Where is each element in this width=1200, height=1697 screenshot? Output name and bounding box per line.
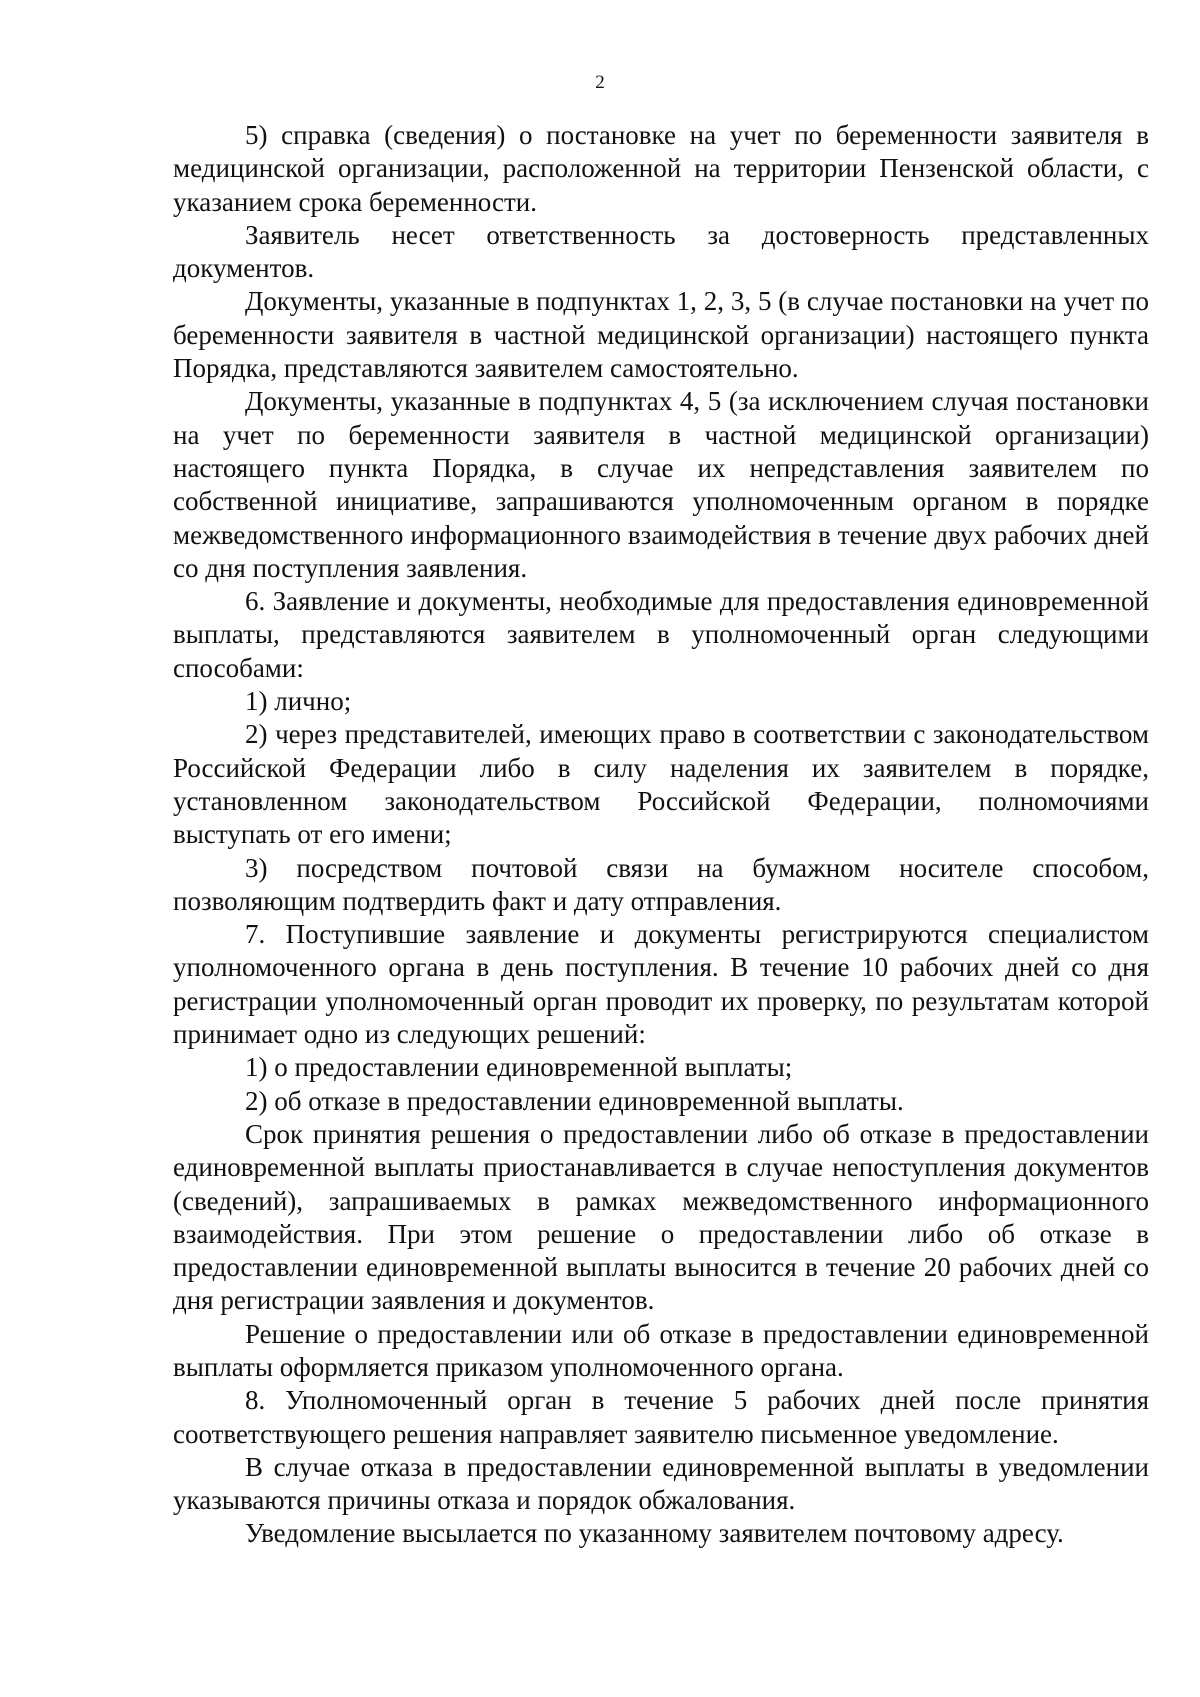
paragraph: Решение о предоставлении или об отказе в предоставлении единовременной выплаты оформляется приказом уполномоченного органа. [173,1318,1149,1382]
paragraph: Срок принятия решения о предоставлении либо об отказе в предоставлении единовременной выплаты приостанавливается в случае непоступления документов (сведений), запрашиваемых в рамках межведомственного информационного взаимодействия. При этом решение о предоставлении либо об отказе в предоставлении единовременной выплаты выносится в течение 20 рабочих дней со дня регистрации заявления и документов. [173,1118,1149,1316]
list-item: 3) посредством почтовой связи на бумажном носителе способом, позволяющим подтвердить факт и дату отправления. [173,852,1149,916]
paragraph: Документы, указанные в подпунктах 1, 2, 3, 5 (в случае постановки на учет по беременности заявителя в частной медицинской организации) настоящего пункта Порядка, представляются заявителем самостоятельно. [173,286,1149,384]
page-number: 2 [595,72,605,93]
paragraph: Заявитель несет ответственность за достоверность представленных документов. [173,219,1149,284]
paragraph: Уведомление высылается по указанному заявителем почтовому адресу. [245,1518,1064,1549]
paragraph: 7. Поступившие заявление и документы регистрируются специалистом уполномоченного органа в день поступления. В течение 10 рабочих дней со дня регистрации уполномоченный орган проводит их проверку, по результатам которой принимает одно из следующих решений: [173,919,1149,1050]
document-body [173,119,1149,1551]
list-item: 1) лично; [245,686,352,717]
paragraph: Документы, указанные в подпунктах 4, 5 (за исключением случая постановки на учет по беременности заявителя в частной медицинской организации) настоящего пункта Порядка, в случае их непредставления заявителем по собственной инициативе, запрашиваются уполномоченным органом в порядке межведомственного информационного взаимодействия в течение двух рабочих дней со дня поступления заявления. [173,386,1149,583]
paragraph: 6. Заявление и документы, необходимые для предоставления единовременной выплаты, представляются заявителем в уполномоченный орган следующими способами: [173,586,1149,683]
paragraph: 5) справка (сведения) о постановке на учет по беременности заявителя в медицинской организации, расположенной на территории Пензенской области, с указанием срока беременности. [173,120,1149,217]
list-item: 2) об отказе в предоставлении единовременной выплаты. [245,1085,904,1116]
paragraph: В случае отказа в предоставлении единовременной выплаты в уведомлении указываются причины отказа и порядок обжалования. [173,1451,1149,1516]
list-item: 1) о предоставлении единовременной выплаты; [245,1052,793,1083]
list-item: 2) через представителей, имеющих право в соответствии с законодательством Российской Федерации либо в силу наделения их заявителем в порядке, установленном законодательством Российской Федерации, полномочиями выступать от его имени; [173,719,1149,850]
paragraph: 8. Уполномоченный орган в течение 5 рабочих дней после принятия соответствующего решения направляет заявителю письменное уведомление. [173,1385,1149,1449]
